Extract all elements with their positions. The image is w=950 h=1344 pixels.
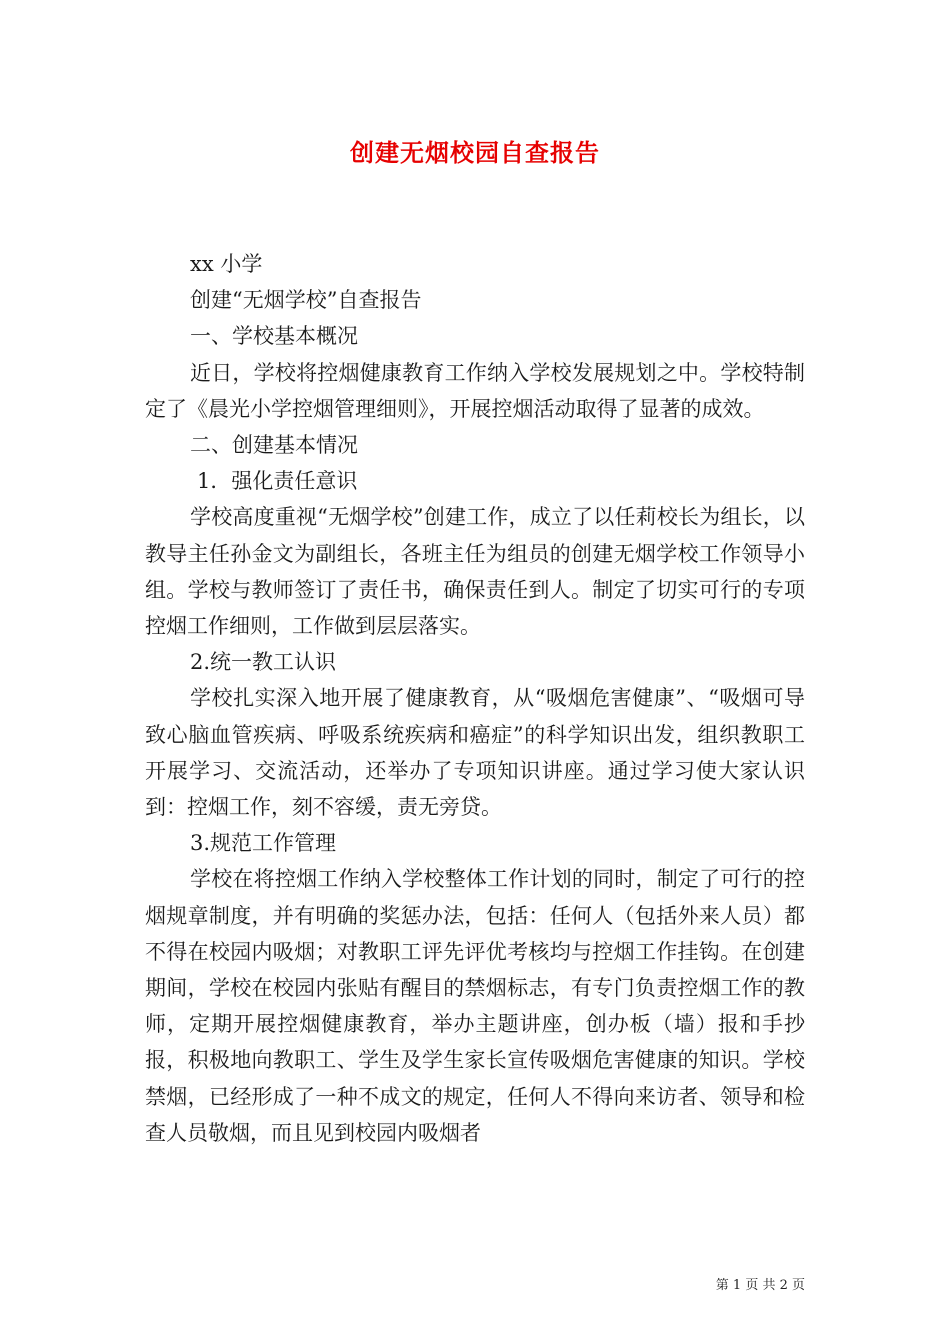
- report-title: 创建“无烟学校”自查报告: [190, 288, 422, 313]
- section-heading-2: 二、创建基本情况: [190, 433, 358, 458]
- item-heading-2: 2.统一教工认识: [190, 650, 337, 675]
- item-heading-3: 3.规范工作管理: [190, 831, 337, 856]
- section-paragraph-1: 近日，学校将控烟健康教育工作纳入学校发展规划之中。学校特制定了《晨光小学控烟管理细则》，开展控烟活动取得了显著的成效。: [145, 360, 805, 421]
- school-name: xx 小学: [190, 252, 263, 276]
- section-heading-1: 一、学校基本概况: [190, 324, 358, 349]
- page-number: 第 1 页 共 2 页: [715, 1278, 805, 1293]
- item-paragraph-2: 学校扎实深入地开展了健康教育，从“吸烟危害健康”、“吸烟可导致心脑血管疾病、呼吸系统疾病和癌症”的科学知识出发，组织教职工开展学习、交流活动，还举办了专项知识讲座。通过学习使大家认识到：控烟工作，刻不容缓，责无旁贷。: [145, 686, 805, 820]
- document-body: [145, 246, 805, 1151]
- page-title: 创建无烟校园自查报告: [350, 139, 600, 167]
- item-paragraph-3: 学校在将控烟工作纳入学校整体工作计划的同时，制定了可行的控烟规章制度，并有明确的奖惩办法，包括：任何人（包括外来人员）都不得在校园内吸烟；对教职工评先评优考核均与控烟工作挂钩。在创建期间，学校在校园内张贴有醒目的禁烟标志，有专门负责控烟工作的教师，定期开展控烟健康教育，举办主题讲座，创办板（墙）报和手抄报，积极地向教职工、学生及学生家长宣传吸烟危害健康的知识。学校禁烟，已经形成了一种不成文的规定，任何人不得向来访者、领导和检查人员敬烟，而且见到校园内吸烟者: [145, 867, 805, 1145]
- item-heading-1: 1．强化责任意识: [197, 469, 358, 494]
- item-paragraph-1: 学校高度重视“无烟学校”创建工作，成立了以任莉校长为组长，以教导主任孙金文为副组长，各班主任为组员的创建无烟学校工作领导小组。学校与教师签订了责任书，确保责任到人。制定了切实可行的专项控烟工作细则，工作做到层层落实。: [145, 505, 805, 639]
